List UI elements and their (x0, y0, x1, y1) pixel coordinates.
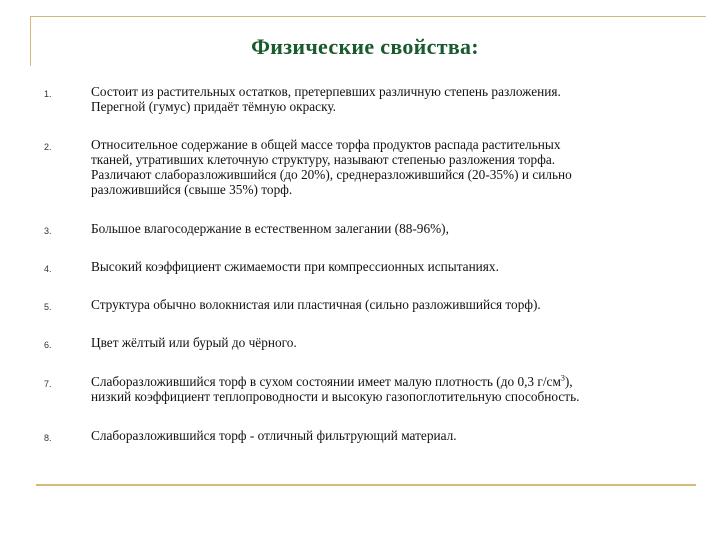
item-line: Высокий коэффициент сжимаемости при компрессионных испытаниях. (91, 259, 499, 274)
item-line (91, 374, 701, 389)
frame-bottom-line (36, 484, 696, 486)
item-text (91, 137, 701, 197)
item-number: 5. (44, 302, 52, 312)
item-line: Структура обычно волокнистая или пластичная (сильно разложившийся торф). (91, 297, 541, 312)
item-line: разложившийся (свыше 35%) торф. (91, 182, 293, 197)
item-line-segment: Слаборазложившийся торф в сухом состоянии имеет малую плотность (до 0,3 г/см (91, 374, 561, 389)
item-text (91, 428, 701, 443)
item-line: Слаборазложившийся торф - отличный фильтрующий материал. (91, 428, 457, 443)
item-number: 2. (44, 142, 52, 152)
item-line-segment: ), (564, 374, 573, 389)
item-line: Большое влагосодержание в естественном залегании (88-96%), (91, 221, 449, 236)
item-text (91, 221, 701, 236)
item-text (91, 374, 701, 404)
slide-title: Физические свойства: (251, 34, 479, 59)
item-line: Различают слаборазложившийся (до 20%), среднеразложившийся (20-35%) и сильно (91, 167, 572, 182)
item-line: Перегной (гумус) придаёт тёмную окраску. (91, 99, 336, 114)
item-number: 7. (44, 379, 52, 389)
item-line: тканей, утративших клеточную структуру, называют степенью разложения торфа. (91, 152, 556, 167)
item-text (91, 259, 701, 274)
item-number: 1. (44, 89, 52, 99)
item-line: низкий коэффициент теплопроводности и высокую газопоглотительную способность. (91, 389, 580, 404)
item-line: Состоит из растительных остатков, претерпевших различную степень разложения. (91, 84, 561, 99)
item-line: Цвет жёлтый или бурый до чёрного. (91, 335, 297, 350)
item-number: 8. (44, 433, 52, 443)
item-text (91, 297, 701, 312)
item-line: Относительное содержание в общей массе торфа продуктов распада растительных (91, 137, 561, 152)
item-text (91, 84, 701, 114)
item-number: 6. (44, 340, 52, 350)
item-number: 3. (44, 226, 52, 236)
superscript: 3 (560, 373, 565, 383)
item-number: 4. (44, 264, 52, 274)
item-text (91, 335, 701, 350)
